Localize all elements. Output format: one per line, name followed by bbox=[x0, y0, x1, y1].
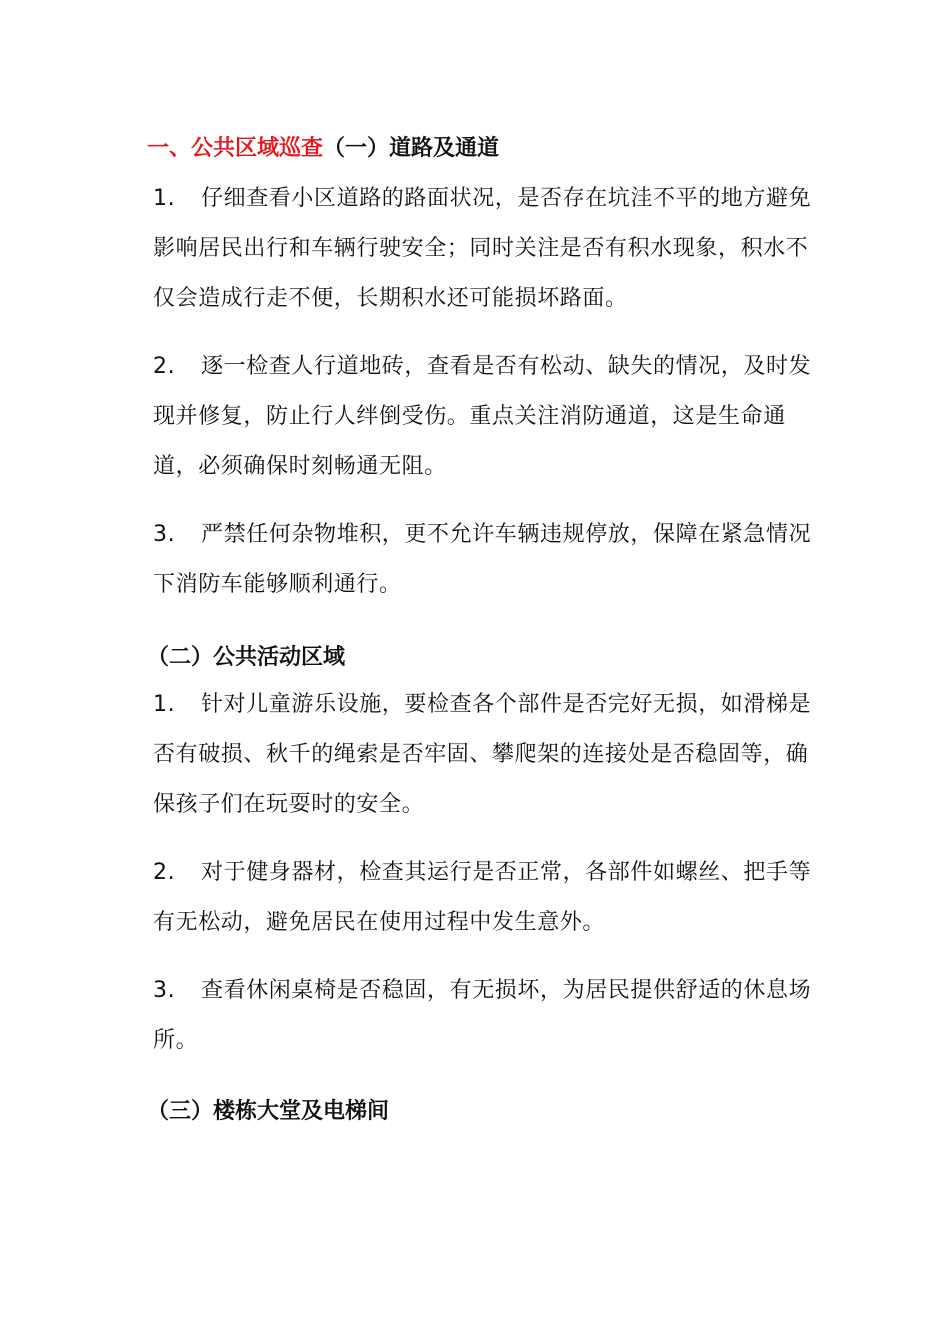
item-number: 2. bbox=[153, 860, 176, 885]
paragraph-2-3 bbox=[153, 966, 813, 1066]
paragraph-1-3 bbox=[153, 510, 813, 610]
section-title: （三）楼栋大堂及电梯间 bbox=[147, 1099, 390, 1124]
item-text: 查看休闲桌椅是否稳固，有无损坏，为居民提供舒适的休息场所。 bbox=[153, 978, 812, 1053]
section-1-heading bbox=[147, 134, 499, 164]
paragraph-1-1 bbox=[153, 174, 813, 324]
item-text: 严禁任何杂物堆积，更不允许车辆违规停放，保障在紧急情况下消防车能够顺利通行。 bbox=[153, 522, 812, 597]
section-title: （二）公共活动区域 bbox=[147, 645, 346, 670]
item-text: 对于健身器材，检查其运行是否正常，各部件如螺丝、把手等有无松动，避免居民在使用过程中发生意外。 bbox=[153, 860, 812, 935]
section-title: （一）道路及通道 bbox=[323, 136, 500, 161]
chapter-title: 一、公共区域巡查 bbox=[147, 136, 324, 161]
item-text: 针对儿童游乐设施，要检查各个部件是否完好无损，如滑梯是否有破损、秋千的绳索是否牢固、攀爬架的连接处是否稳固等，确保孩子们在玩耍时的安全。 bbox=[153, 692, 812, 817]
item-number: 3. bbox=[153, 522, 176, 547]
section-2-heading bbox=[147, 643, 345, 673]
item-number: 3. bbox=[153, 978, 176, 1003]
paragraph-2-1 bbox=[153, 680, 813, 830]
section-3-heading bbox=[147, 1097, 389, 1127]
item-number: 2. bbox=[153, 354, 176, 379]
item-number: 1. bbox=[153, 692, 176, 717]
paragraph-2-2 bbox=[153, 848, 813, 948]
item-number: 1. bbox=[153, 186, 176, 211]
item-text: 仔细查看小区道路的路面状况，是否存在坑洼不平的地方避免影响居民出行和车辆行驶安全；同时关注是否有积水现象，积水不仅会造成行走不便，长期积水还可能损坏路面。 bbox=[153, 186, 812, 311]
paragraph-1-2 bbox=[153, 342, 813, 492]
item-text: 逐一检查人行道地砖，查看是否有松动、缺失的情况，及时发现并修复，防止行人绊倒受伤。重点关注消防通道，这是生命通道，必须确保时刻畅通无阻。 bbox=[153, 354, 812, 479]
